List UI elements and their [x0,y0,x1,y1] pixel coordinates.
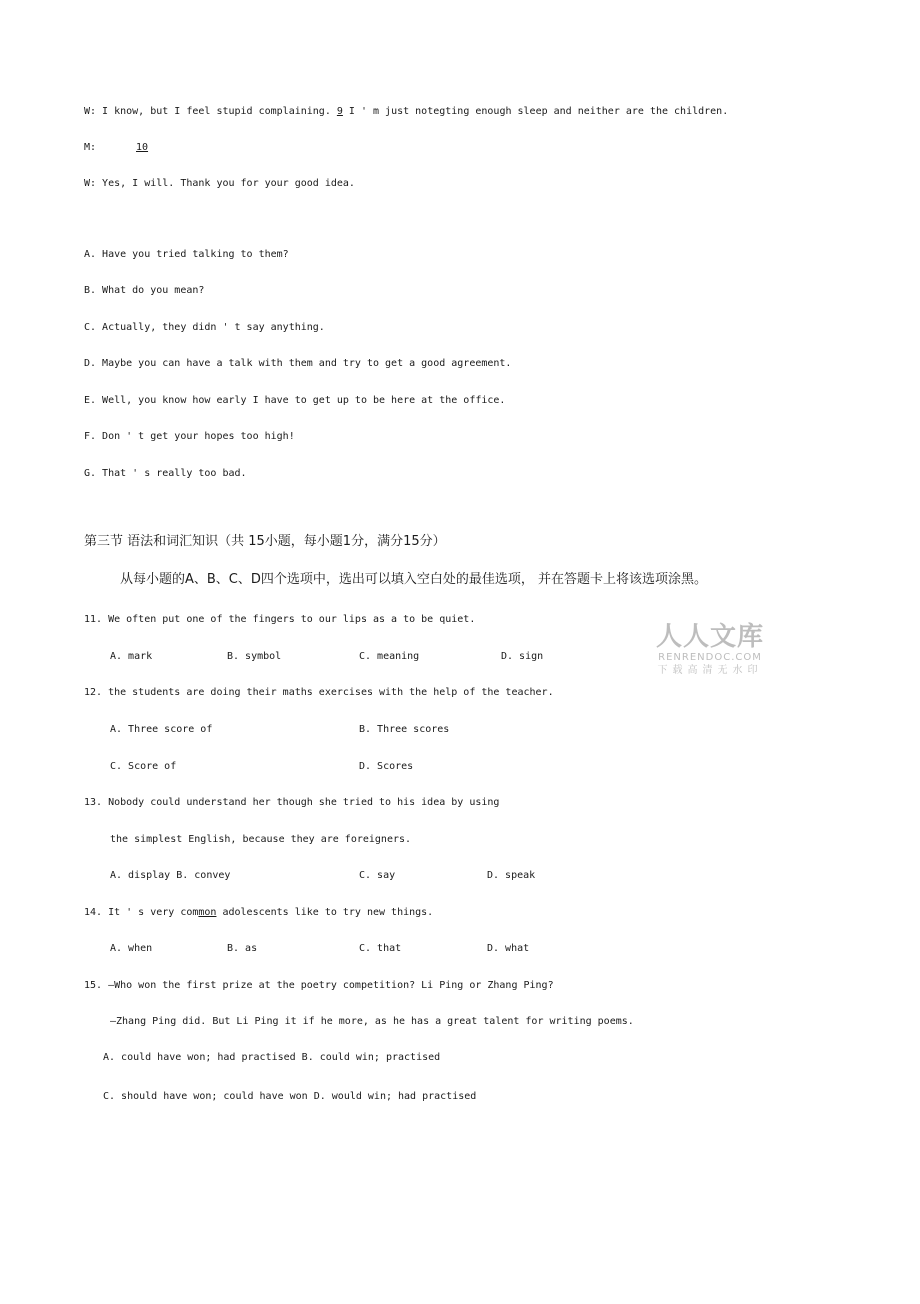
option-c: C. Actually, they didn ' t say anything. [84,322,325,333]
q13-stem-line2: the simplest English, because they are foreigners. [110,834,412,845]
q11-option-a: A. mark [110,651,153,662]
dialogue-w1 [84,105,728,119]
q14-stem-pre: 14. It ' s very com [84,907,199,918]
option-g: G. That ' s really too bad. [84,468,247,479]
q14-option-b: B. as [227,943,258,954]
dialogue-w2: W: Yes, I will. Thank you for your good idea. [84,178,355,189]
q13-option-d: D. speak [487,870,536,881]
q12-option-c: C. Score of [110,761,177,772]
q12-option-a: A. Three score of [110,724,213,735]
option-b: B. What do you mean? [84,285,205,296]
q15-stem-line1: 15. —Who won the first prize at the poetry competition? Li Ping or Zhang Ping? [84,980,554,991]
watermark-title: 人人文库 [655,622,764,652]
q11-stem: 11. We often put one of the fingers to our lips as a to be quiet. [84,614,476,625]
watermark-slogan: 下载高清无水印 [657,665,763,676]
q12-stem: 12. the students are doing their maths exercises with the help of the teacher. [84,687,554,698]
q14-option-c: C. that [359,943,402,954]
option-e: E. Well, you know how early I have to get up to be here at the office. [84,395,506,406]
q15-stem-line2: —Zhang Ping did. But Li Ping it if he more, as he has a great talent for writing poems. [110,1016,634,1027]
q14-option-d: D. what [487,943,530,954]
q11-option-b: B. symbol [227,651,282,662]
option-d: D. Maybe you can have a talk with them and try to get a good agreement. [84,358,512,369]
option-a: A. Have you tried talking to them? [84,249,289,260]
watermark-domain: RENRENDOC.COM [658,652,762,663]
q13-option-ab: A. display B. convey [110,870,231,881]
q12-option-d: D. Scores [359,761,414,772]
q14-stem-underlined: mon [198,907,217,918]
q11-option-c: C. meaning [359,651,420,662]
dialogue-m-label: M: [84,142,97,153]
q11-option-d: D. sign [501,651,544,662]
dialogue-w1-post: I ' m just notegting enough sleep and neither are the children. [342,106,729,117]
option-f: F. Don ' t get your hopes too high! [84,431,295,442]
q13-stem-line1: 13. Nobody could understand her though she tried to his idea by using [84,797,500,808]
q14-stem [84,906,433,920]
q12-option-b: B. Three scores [359,724,450,735]
q13-option-c: C. say [359,870,396,881]
q14-stem-post: adolescents like to try new things. [216,907,434,918]
blank-9: 9 [336,106,343,117]
dialogue-w1-pre: W: I know, but I feel stupid complaining. [84,106,337,117]
section-title: 第三节 语法和词汇知识（共 15小题，每小题1分，满分15分） [84,534,446,549]
blank-10: 10 [136,142,149,153]
q15-option-cd: C. should have won; could have won D. would win; had practised [103,1091,477,1102]
q14-option-a: A. when [110,943,153,954]
section-instruction: 从每小题的A、B、C、D四个选项中，选出可以填入空白处的最佳选项， 并在答题卡上将该选项涂黑。 [120,572,708,587]
q15-option-ab: A. could have won; had practised B. could win; practised [103,1052,441,1063]
watermark [646,622,774,678]
